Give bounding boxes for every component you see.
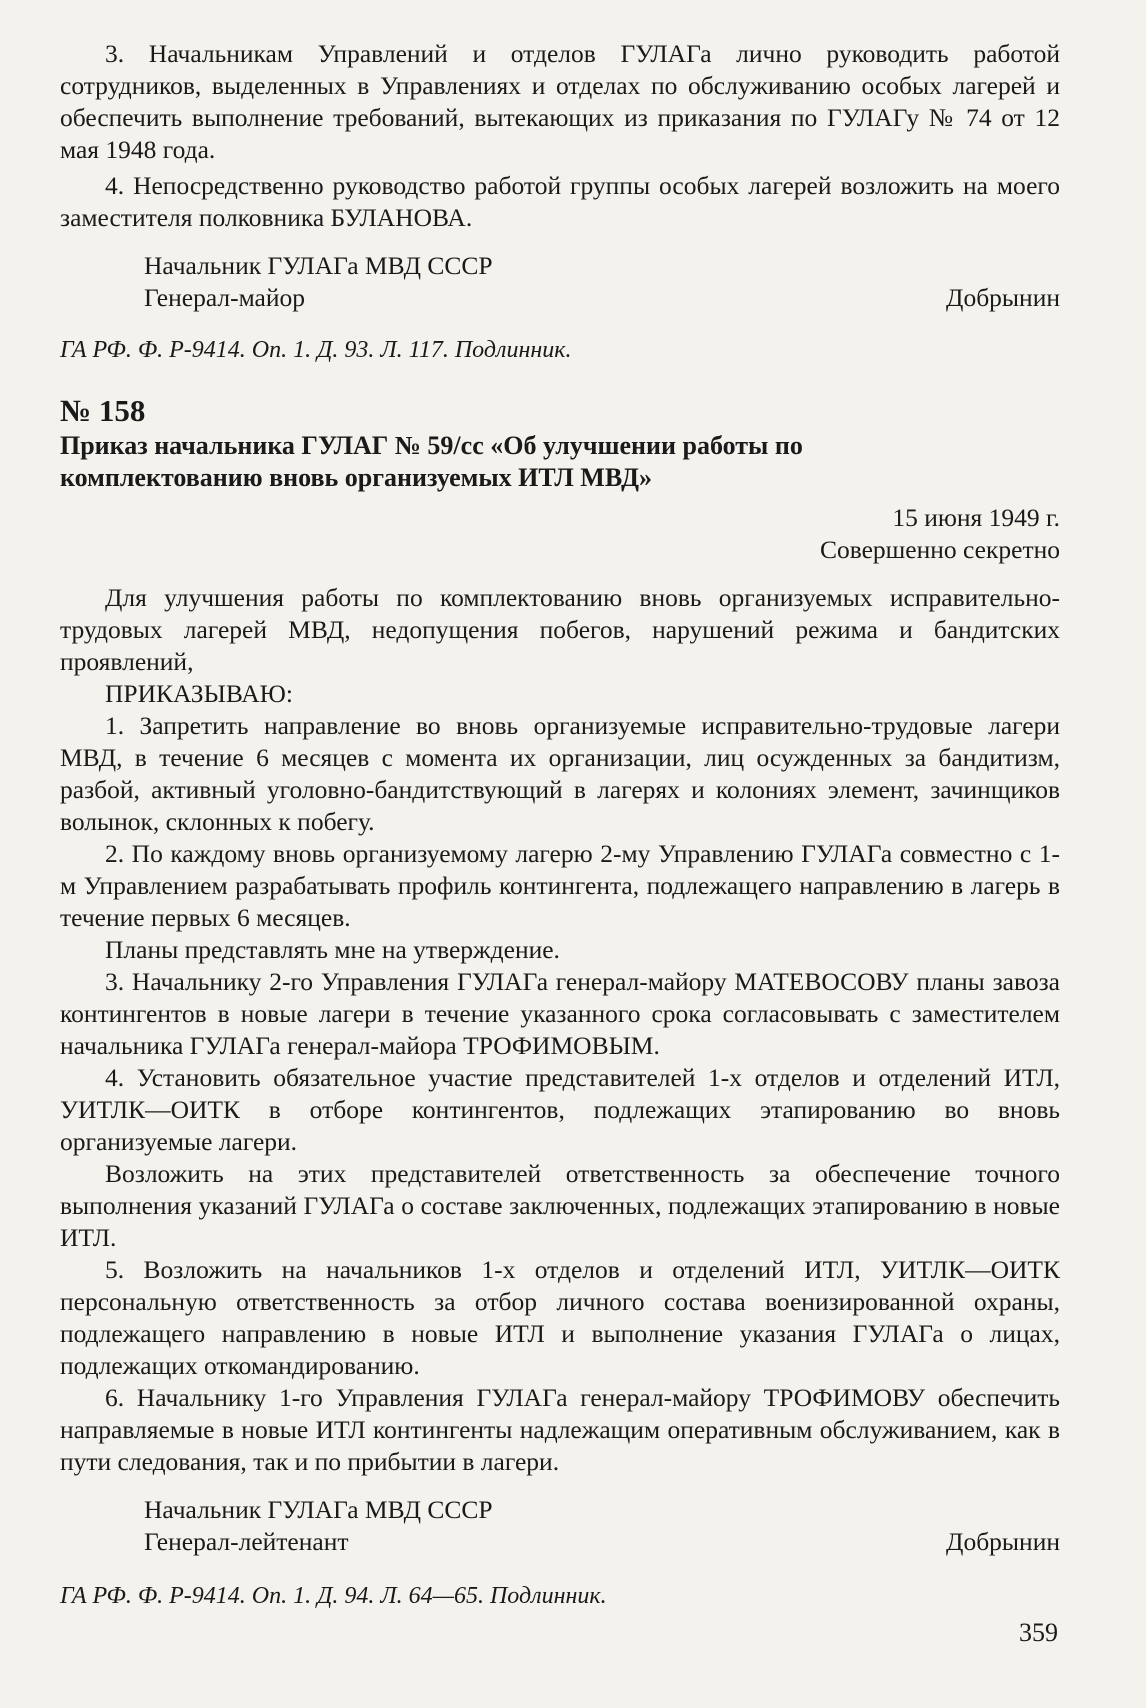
order-item-3: 3. Начальнику 2-го Управления ГУЛАГа генерал-майору МАТЕВОСОВУ планы завоза контингентов в новые лагери в течение указанного срока согласовывать с заместителем начальника ГУЛАГа генерал-майора ТРОФИМОВЫМ. xyxy=(60,967,1060,1060)
page-number: 359 xyxy=(1019,1618,1058,1647)
signature-title-2: Начальник ГУЛАГа МВД СССР xyxy=(144,1495,493,1524)
signature-title: Начальник ГУЛАГа МВД СССР xyxy=(144,251,493,280)
order-item-2-note: Планы представлять мне на утверждение. xyxy=(105,935,560,964)
paragraph-3: 3. Начальникам Управлений и отделов ГУЛАГа лично руководить работой сотрудников, выделенных в Управлениях и отделах по обслуживанию особых лагерей и обеспечить выполнение требований, вытекающих из приказания по ГУЛАГу № 74 от 12 мая 1948 года. xyxy=(60,39,1060,164)
page-content xyxy=(60,38,1060,1612)
signature-name: Добрынин xyxy=(946,283,1060,312)
signature-line-2 xyxy=(60,1526,1060,1558)
archive-source: ГА РФ. Ф. Р-9414. Оп. 1. Д. 93. Л. 117. Подлинник. xyxy=(60,337,572,363)
document-date: 15 июня 1949 г. xyxy=(892,503,1060,532)
secrecy-stamp: Совершенно секретно xyxy=(819,535,1060,564)
document-title: Приказ начальника ГУЛАГ № 59/сс «Об улучшении работы по комплектованию вновь организуемых ИТЛ МВД» xyxy=(60,431,803,492)
document-number: № 158 xyxy=(60,393,146,428)
order-item-4: 4. Установить обязательное участие представителей 1-х отделов и отделений ИТЛ, УИТЛК—ОИТК в отборе контингентов, подлежащих этапированию во вновь организуемые лагери. xyxy=(60,1063,1060,1156)
order-item-5: 5. Возложить на начальников 1-х отделов и отделений ИТЛ, УИТЛК—ОИТК персональную ответственность за отбор личного состава военизированной охраны, подлежащего направлению в новые ИТЛ и выполнение указания ГУЛАГа о лицах, подлежащих откомандированию. xyxy=(60,1255,1060,1380)
signature-line xyxy=(60,282,1060,314)
paragraph-4: 4. Непосредственно руководство работой группы особых лагерей возложить на моего заместителя полковника БУЛАНОВА. xyxy=(60,171,1060,232)
preamble: Для улучшения работы по комплектованию вновь организуемых исправительно-трудовых лагерей МВД, недопущения побегов, нарушений режима и бандитских проявлений, xyxy=(60,583,1060,676)
signature-rank: Генерал-майор xyxy=(144,283,306,312)
signature-rank-2: Генерал-лейтенант xyxy=(144,1527,349,1556)
archive-source-2: ГА РФ. Ф. Р-9414. Оп. 1. Д. 94. Л. 64—65. Подлинник. xyxy=(60,1583,607,1609)
order-item-2: 2. По каждому вновь организуемому лагерю 2-му Управлению ГУЛАГа совместно с 1-м Управлением разрабатывать профиль контингента, подлежащего направлению в лагерь в течение первых 6 месяцев. xyxy=(60,839,1060,932)
signature-name-2: Добрынин xyxy=(946,1527,1060,1556)
order-item-6: 6. Начальнику 1-го Управления ГУЛАГа генерал-майору ТРОФИМОВУ обеспечить направляемые в новые ИТЛ контингенты надлежащим оперативным обслуживанием, как в пути следования, так и по прибытии в лагери. xyxy=(60,1383,1060,1476)
order-word: ПРИКАЗЫВАЮ: xyxy=(105,679,293,708)
order-item-4-note: Возложить на этих представителей ответственность за обеспечение точного выполнения указаний ГУЛАГа о составе заключенных, подлежащих этапированию в новые ИТЛ. xyxy=(60,1159,1060,1252)
order-item-1: 1. Запретить направление во вновь организуемые исправительно-трудовые лагери МВД, в течение 6 месяцев с момента их организации, лиц осужденных за бандитизм, разбой, активный уголовно-бандитствующий в лагерях и колониях элемент, зачинщиков волынок, склонных к побегу. xyxy=(60,711,1060,836)
